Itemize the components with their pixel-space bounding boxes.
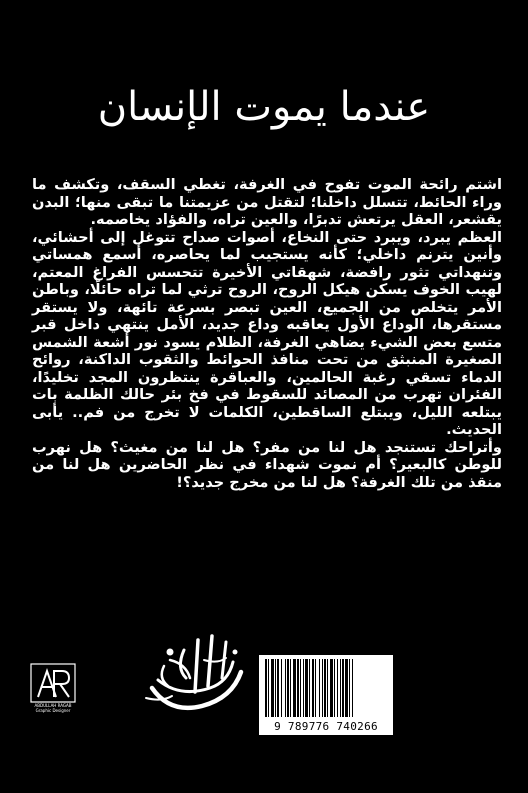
barcode-bar xyxy=(285,659,286,717)
isbn-number: 9 789776 740266 xyxy=(274,720,378,733)
arabic-calligraphy-logo-icon xyxy=(140,630,250,720)
barcode-bar xyxy=(327,659,328,717)
barcode-bar xyxy=(290,659,291,717)
barcode-bar xyxy=(297,659,299,717)
barcode-bar xyxy=(281,659,282,717)
barcode-bar xyxy=(277,659,279,717)
barcode-bar xyxy=(340,659,341,717)
barcode-bar xyxy=(300,659,301,717)
barcode-bar xyxy=(293,659,296,717)
isbn-barcode-icon xyxy=(263,659,389,717)
blurb-paragraph-3: وأتراحك تستنجد هل لنا من مفر؟ هل لنا من مغيث؟ هل نهرب للوطن كالبعير؟ أم نموت شهداء في نظر الحاضرين هل لنا من منقذ من تلك الغرفة؟ هل لنا من مخرج جديد؟! xyxy=(32,438,502,491)
barcode-bar xyxy=(287,659,289,717)
barcode-bar xyxy=(334,659,335,717)
barcode-bar xyxy=(319,659,320,717)
barcode-bar xyxy=(305,659,308,717)
barcode-bar xyxy=(345,659,348,717)
barcode-bar xyxy=(337,659,338,717)
publisher-calligraphy xyxy=(140,630,250,724)
publisher-logo xyxy=(30,663,76,721)
barcode-bar xyxy=(303,659,304,717)
designer-name: ABDULLAH RAGAB xyxy=(34,703,72,708)
barcode-bar xyxy=(349,659,350,717)
designer-role: Graphic Designer xyxy=(35,708,71,713)
designer-credit xyxy=(30,703,76,713)
barcode-bar xyxy=(271,659,274,717)
barcode-bar xyxy=(309,659,310,717)
barcode-bar xyxy=(268,659,269,717)
barcode-bar xyxy=(352,659,353,717)
isbn-barcode xyxy=(259,655,393,735)
book-title: عندما يموت الإنسان xyxy=(97,84,431,130)
publisher-monogram-icon xyxy=(30,663,76,703)
barcode-bar xyxy=(324,659,326,717)
barcode-bar xyxy=(342,659,344,717)
blurb-paragraph-1: اشتم رائحة الموت تفوح في الغرفة، تغطي السقف، وتكشف ما وراء الحائط، تتسلل داخلنا؛ لتقتل من عزيمتنا ما تبقى منها؛ البدن يقشعر، العقل يرتعش تدبرًا، والعين تراه، والفؤاد يخاصمه. xyxy=(32,176,502,228)
barcode-bar xyxy=(312,659,314,717)
barcode-bar xyxy=(275,659,276,717)
blurb-paragraph-2: العظم يبرد، ويبرد حتى النخاع، أصوات صداح تتوغل إلى أحشائي، وأنين يترنم داخلي؛ كأنه يستجيب لما يحاصره، أسمع همساتي وتنهداتي تثور رافضة، شهقاتي الأخيرة تتحسس الفراغ المعتم، لهيب الخوف يسكن هيكل الروح، الروح ترثي لما تراه حائلًا، وباطن الأمر يتخلص من الجميع، العين تبصر بسرعة تائهة، ولا يستقر مستقرها، الوداع الأول يعاقبه وداع جديد، الأمل ينتهي داخل قبر متسع بعض الشيء يضاهي الغرفة، الظلام يسود نور أشعة الشمس الصغيرة المنبثق من تحت منافذ الحوائط والثقوب الداكنة، روائح الدماء تسقي رغبة الحالمين، والعباقرة ينتظرون المجد تخليدًا، الفئران تهرب من المصائد للسقوط في فخ بئر حالك الظلمة بات يبتلعه الليل، ويبتلع الساقطين، الكلمات لا تخرج من فم.. يأبى الحديث. xyxy=(32,228,502,438)
barcode-bar xyxy=(265,659,267,717)
barcode-bar xyxy=(330,659,333,717)
barcode-bar xyxy=(315,659,316,717)
barcode-bar xyxy=(322,659,323,717)
blurb-text xyxy=(32,176,502,491)
